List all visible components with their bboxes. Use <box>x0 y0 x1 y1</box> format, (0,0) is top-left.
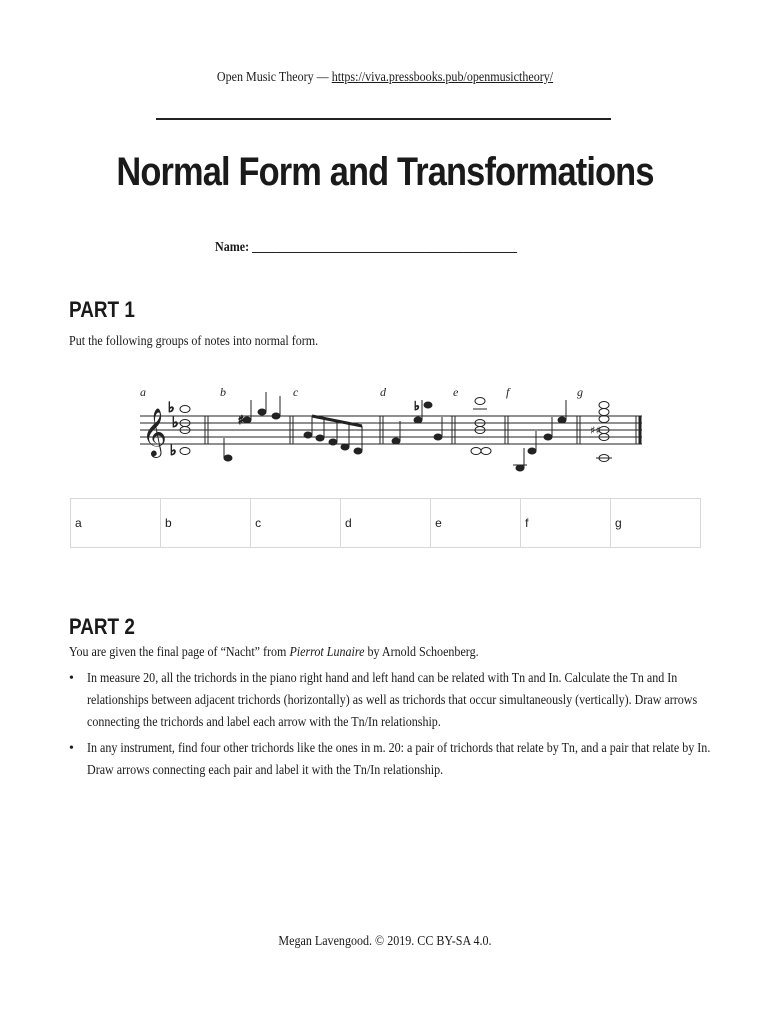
music-staff <box>130 380 650 480</box>
list-item <box>69 738 709 782</box>
staff-label-g: g <box>577 385 583 399</box>
staff-label-b: b <box>220 385 226 399</box>
staff-label-d: d <box>380 385 386 399</box>
part2-bullet-list <box>69 668 709 786</box>
part2-intro-post: by Arnold Schoenberg. <box>364 645 479 660</box>
header-prefix: Open Music Theory — <box>216 70 332 85</box>
name-blank-line[interactable]: ____________________________________________ <box>252 240 517 255</box>
chord-e <box>471 398 491 455</box>
part2-intro-italic: Pierrot Lunaire <box>289 645 365 660</box>
answer-cell-e[interactable]: e <box>431 499 521 548</box>
staff-label-c: c <box>293 385 299 399</box>
chord-g <box>590 402 612 462</box>
part2-intro-pre: You are given the final page of “Nacht” from <box>69 645 290 660</box>
svg-text:♭: ♭ <box>414 399 420 413</box>
part1-instructions: Put the following groups of notes into normal form. <box>69 334 319 349</box>
svg-text:♭: ♭ <box>168 400 175 416</box>
svg-text:♯: ♯ <box>238 413 244 427</box>
table-row <box>71 499 701 548</box>
notes-b <box>224 392 280 461</box>
answer-cell-c[interactable]: c <box>251 499 341 548</box>
svg-text:♭: ♭ <box>170 443 177 459</box>
bullet-text-2: In any instrument, find four other trichords like the ones in m. 20: a pair of trichords that relate by Tn, and a pair that relate by In. Draw arrows connecting each pair and label it with the Tn/In relationship. <box>87 741 711 778</box>
answer-cell-g[interactable]: g <box>610 499 700 548</box>
notes-f <box>513 400 566 471</box>
staff-label-f: f <box>506 385 510 399</box>
bullet-icon: • <box>69 741 74 756</box>
staff-label-a: a <box>140 385 146 399</box>
staff-label-e: e <box>453 385 459 399</box>
part1-heading: PART 1 <box>69 297 135 322</box>
answer-table <box>70 498 701 548</box>
svg-text:♯♯: ♯♯ <box>590 424 601 437</box>
treble-clef-icon: 𝄞 <box>142 407 167 456</box>
bullet-text-1: In measure 20, all the trichords in the piano right hand and left hand can be related with Tn and In. Calculate the Tn and In relationships between adjacent trichords (horizontally) as well as trichords that occur simultaneously (vertically). Draw arrows connecting the trichords and label each arrow with the Tn/In relationship. <box>87 671 698 730</box>
page-header <box>54 70 716 86</box>
answer-cell-f[interactable]: f <box>521 499 611 548</box>
bullet-icon: • <box>69 671 74 686</box>
page-footer: Megan Lavengood. © 2019. CC BY-SA 4.0. <box>278 934 492 949</box>
name-field <box>215 240 517 256</box>
svg-text:♭: ♭ <box>172 415 179 431</box>
notes-c <box>304 416 362 454</box>
part2-intro <box>69 645 479 661</box>
header-rule <box>156 118 611 120</box>
answer-cell-a[interactable]: a <box>71 499 161 548</box>
page-title: Normal Form and Transformations <box>116 150 654 194</box>
list-item <box>69 668 709 734</box>
openmusictheory-link[interactable]: https://viva.pressbooks.pub/openmusictheory/ <box>331 70 554 85</box>
part2-heading: PART 2 <box>69 614 135 639</box>
name-label: Name: <box>215 240 253 255</box>
answer-cell-d[interactable]: d <box>341 499 431 548</box>
answer-cell-b[interactable]: b <box>161 499 251 548</box>
